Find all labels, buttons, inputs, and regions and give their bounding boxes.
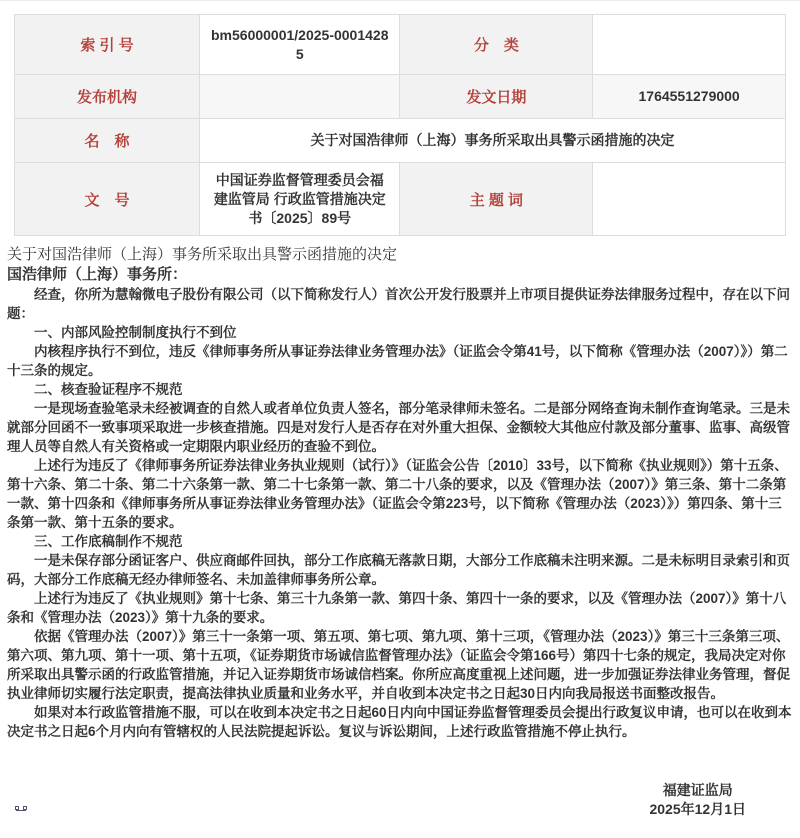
field-value-issue-date: 1764551279000 [593, 75, 786, 119]
field-label-subject-words: 主 题 词 [400, 163, 593, 236]
body-paragraph: 依据《管理办法（2007）》第三十一条第一项、第五项、第七项、第九项、第十三项，《管理办法（2023）》第三十三条第三项、第六项、第九项、第十一项、第十五项，《证券期货市场诚信监督管理办法》（证监会令第166号）第四十七条的规定，我局决定对你所采取出具警示函的行政监管措施，并记入证券期货市场诚信档案。你所应高度重视上述问题，进一步加强证券法律业务管理，督促执业律师切实履行法定职责，提高法律执业质量和业务水平，并自收到本决定书之日起30日内向我局报送书面整改报告。 [7, 629, 790, 701]
body-paragraph: 一、内部风险控制制度执行不到位 [34, 325, 237, 340]
salutation: 国浩律师（上海）事务所： [7, 266, 188, 283]
body-paragraph: 经查，你所为慧翰微电子股份有限公司（以下简称发行人）首次公开发行股票并上市项目提供证券法律服务过程中，存在以下问题： [7, 287, 790, 321]
field-value-document-number: 中国证券监督管理委员会福建监管局 行政监管措施决定书〔2025〕89号 [200, 163, 400, 236]
table-row [15, 15, 786, 75]
field-value-issuing-agency [200, 75, 400, 119]
broken-image-icon [15, 806, 27, 814]
signature-date: 2025年12月1日 [649, 801, 746, 817]
signature-agency: 福建证监局 [662, 782, 733, 798]
field-label-title: 名 称 [15, 119, 200, 163]
field-value-subject-words [593, 163, 786, 236]
field-label-issuing-agency: 发布机构 [15, 75, 200, 119]
body-paragraph: 二、核查验证程序不规范 [34, 382, 183, 397]
metadata-table [14, 14, 786, 236]
document-body [0, 236, 800, 819]
signature-inner [649, 781, 746, 819]
body-paragraph: 一是现场查验笔录未经被调查的自然人或者单位负责人签名，部分笔录律师未签名。二是部分网络查询未制作查询笔录。三是未就部分回函不一致事项采取进一步核查措施。四是对发行人是否存在对外重大担保、金额较大其他应付款及部分董事、监事、高级管理人员等自然人有关资格或一定期限内职业经历的查验不到位。 [7, 401, 790, 454]
body-paragraph: 一是未保存部分函证客户、供应商邮件回执，部分工作底稿无落款日期，大部分工作底稿未注明来源。二是未标明目录索引和页码，大部分工作底稿无经办律师签名、未加盖律师事务所公章。 [7, 553, 790, 587]
field-label-index-number: 索 引 号 [15, 15, 200, 75]
paragraphs-container [7, 285, 793, 741]
body-paragraph: 三、工作底稿制作不规范 [34, 534, 183, 549]
field-label-document-number: 文 号 [15, 163, 200, 236]
body-paragraph: 上述行为违反了《执业规则》第十七条、第三十九条第一款、第四十条、第四十一条的要求，以及《管理办法（2007）》第十八条和《管理办法（2023）》第十九条的要求。 [7, 591, 787, 625]
field-label-category: 分 类 [400, 15, 593, 75]
table-row [15, 75, 786, 119]
table-row [15, 163, 786, 236]
signature-block [7, 781, 793, 819]
field-label-issue-date: 发文日期 [400, 75, 593, 119]
field-value-title: 关于对国浩律师（上海）事务所采取出具警示函措施的决定 [200, 119, 786, 163]
body-paragraph: 上述行为违反了《律师事务所证券法律业务执业规则（试行）》（证监会公告〔2010〕33号，以下简称《执业规则》）第十五条、第十六条、第二十条、第二十六条第一款、第二十七条第一款、第二十八条的要求，以及《管理办法（2007）》第三条、第十二条第一款、第十四条和《律师事务所从事证券法律业务管理办法》（证监会令第223号，以下简称《管理办法（2023）》）第四条、第十三条第一款、第十五条的要求。 [7, 458, 788, 530]
body-paragraph: 如果对本行政监管措施不服，可以在收到本决定书之日起60日内向中国证券监督管理委员会提出行政复议申请，也可以在收到本决定书之日起6个月内向有管辖权的人民法院提起诉讼。复议与诉讼期间，上述行政监管措施不停止执行。 [7, 705, 792, 739]
table-row [15, 119, 786, 163]
field-value-category [593, 15, 786, 75]
document-title: 关于对国浩律师（上海）事务所采取出具警示函措施的决定 [7, 246, 398, 263]
field-value-index-number: bm56000001/2025-00014285 [200, 15, 400, 75]
body-paragraph: 内核程序执行不到位，违反《律师事务所从事证券法律业务管理办法》（证监会令第41号，以下简称《管理办法（2007）》）第二十三条的规定。 [7, 344, 788, 378]
